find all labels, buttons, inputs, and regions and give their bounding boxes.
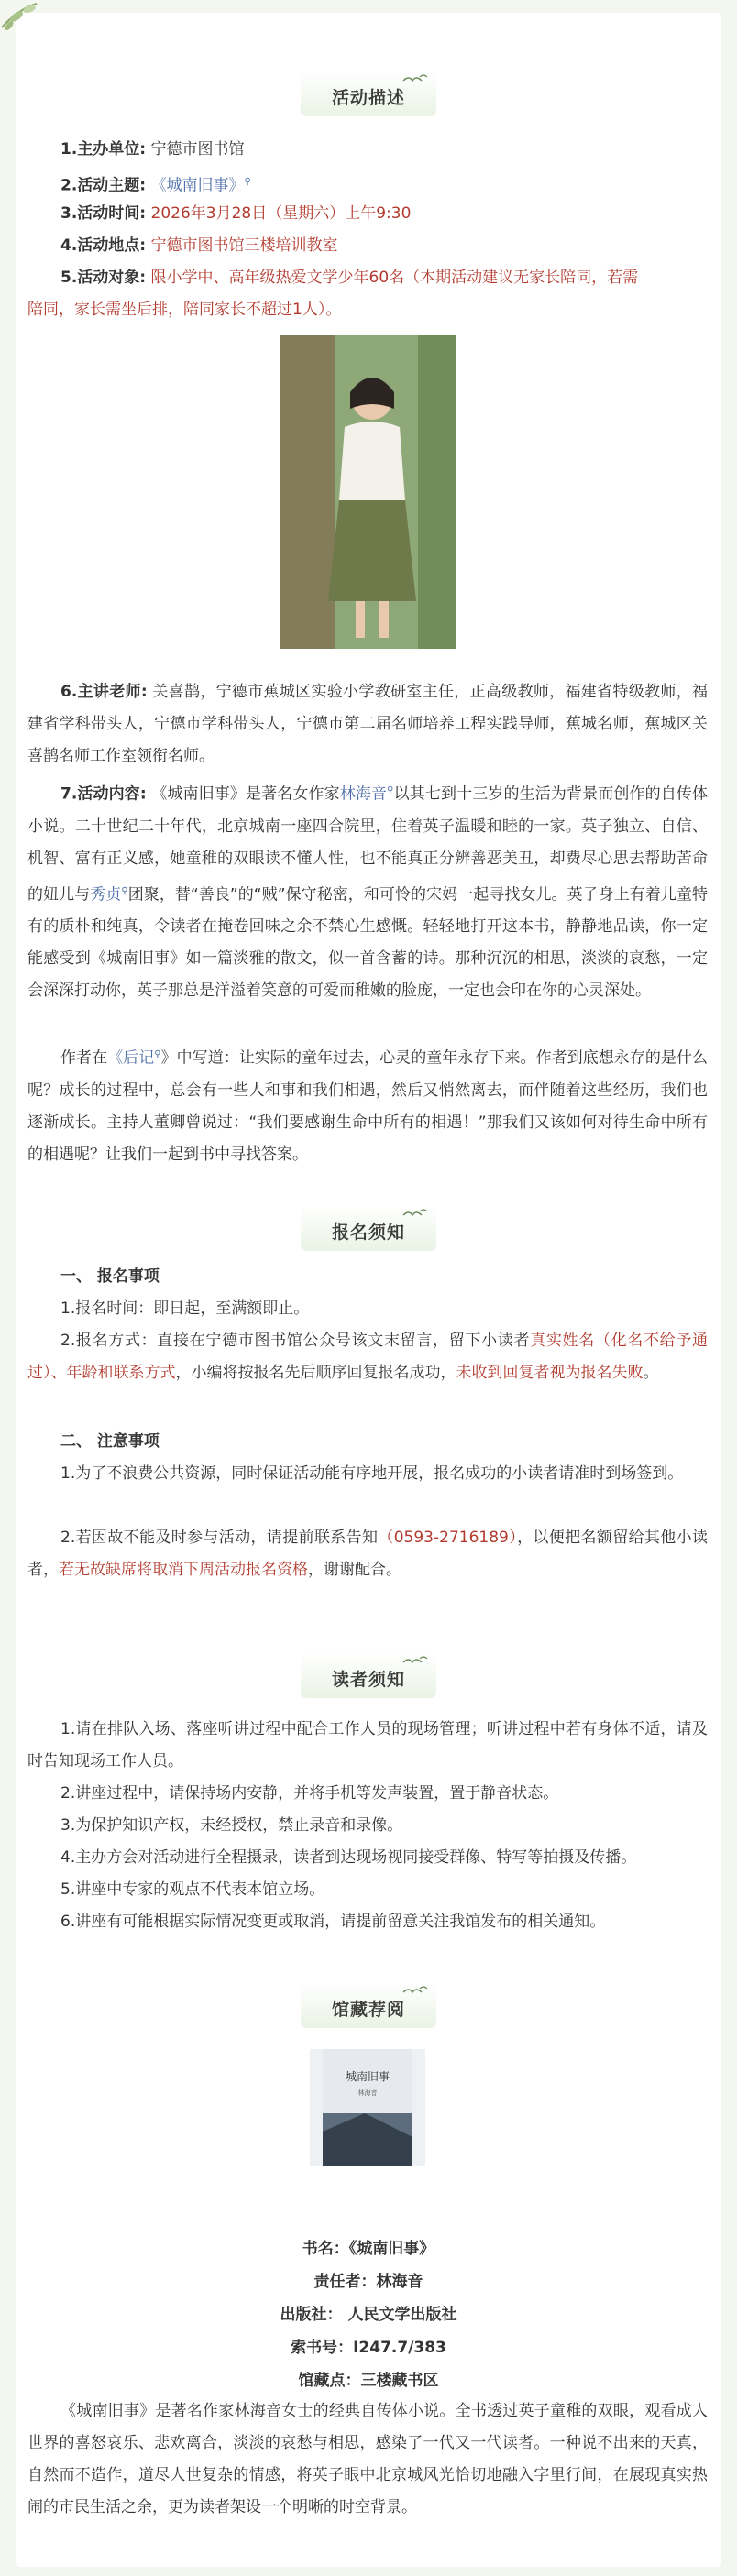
time-row: 3.活动时间: 2026年3月28日（星期六）上午9:30 xyxy=(60,204,412,223)
teacher-paragraph: 6.主讲老师: 关喜鹊，宁德市蕉城区实验小学教研室主任，正高级教师，福建省特级教师，福建省学科带头人，宁德市学科带头人，宁德市第二届名师培养工程实践导师，蕉城名师，蕉城区关喜鹊名师工作室领衔名师。 xyxy=(28,683,708,765)
theme-row: 2.活动主题: 《城南旧事》⚲ xyxy=(60,176,251,195)
signup-heading-2: 二、 注意事项 xyxy=(60,1432,160,1451)
time-value: 2026年3月28日（星期六）上午9:30 xyxy=(150,204,412,223)
speaker-photo xyxy=(280,335,456,649)
signup-method: 2.报名方式：直接在宁德市图书馆公众号该文末留言，留下小读者真实姓名（化名不给予通过）、年龄和联系方式，小编将按报名先后顺序回复报名成功，未收到回复者视为报名失败。 xyxy=(28,1332,709,1382)
reader-item: 4.主办方会对活动进行全程摄录，读者到达现场视同接受群像、特写等拍摄及传播。 xyxy=(60,1848,637,1867)
search-icon[interactable]: ⚲ xyxy=(121,885,128,896)
place-value: 宁德市图书馆三楼培训教室 xyxy=(150,236,338,255)
reader-item: 2.讲座过程中，请保持场内安静，并将手机等发声装置，置于静音状态。 xyxy=(60,1784,559,1803)
search-icon[interactable]: ⚲ xyxy=(244,177,251,187)
section-title-signup xyxy=(0,1206,737,1251)
organizer-row: 1.主办单位: 宁德市图书馆 xyxy=(60,140,245,159)
notice-2: 2.若因故不能及时参与活动，请提前联系告知（0593-2716189），以便把名额留给其他小读者，若无故缺席将取消下周活动报名资格，谢谢配合。 xyxy=(28,1529,708,1579)
bird-icon xyxy=(402,1985,429,1998)
book-location: 馆藏点：三楼藏书区 xyxy=(298,2372,439,2390)
reader-item: 5.讲座中专家的观点不代表本馆立场。 xyxy=(60,1880,325,1899)
search-icon[interactable]: ⚲ xyxy=(154,1049,161,1059)
bird-icon xyxy=(402,73,429,86)
afterword-link[interactable]: 《后记 xyxy=(107,1048,155,1068)
book-cover-title: 城南旧事 xyxy=(345,2070,390,2083)
target-row: 5.活动对象: 限小学中、高年级热爱文学少年60名（本期活动建议无家长陪同，若需 xyxy=(60,269,639,287)
bird-icon xyxy=(402,1655,429,1668)
target-value: 限小学中、高年级热爱文学少年60名（本期活动建议无家长陪同，若需 xyxy=(150,269,639,287)
afterword-paragraph: 作者在《后记⚲》中写道：让实际的童年过去，心灵的童年永存下来。作者到底想永存的是什么呢？成长的过程中，总会有一些人和事和我们相遇，然后又悄然离去，而伴随着这些经历，我们也逐渐成长。主持人董卿曾说过：“我们要感谢生命中所有的相遇！”那我们又该如何对待生命中所有的相遇呢？让我们一起到书中寻找答案。 xyxy=(28,1048,709,1164)
reader-item: 3.为保护知识产权，未经授权，禁止录音和录像。 xyxy=(60,1816,403,1835)
book-name: 书名：《城南旧事》 xyxy=(302,2240,435,2258)
organizer-value: 宁德市图书馆 xyxy=(150,140,245,159)
author-link[interactable]: 林海音 xyxy=(339,784,388,804)
book-description: 《城南旧事》是著名作家林海音女士的经典自传体小说。全书透过英子童稚的双眼，观看成人世界的喜怒哀乐、悲欢离合，淡淡的哀愁与相思，感染了一代又一代读者。一种说不出来的天真，自然而不造作，道尽人世复杂的情感，将英子眼中北京城风光恰切地融入字里行间，在展现真实热闹的市民生活之余，更为读者架设一个明晰的时空背景。 xyxy=(28,2402,708,2516)
section-title-collection xyxy=(0,1983,737,2028)
signup-time: 1.报名时间：即日起，至满额即止。 xyxy=(60,1299,310,1318)
signup-heading-1: 一、 报名事项 xyxy=(60,1267,160,1286)
phone-number[interactable]: （0593-2716189） xyxy=(378,1529,518,1547)
section-title-reader xyxy=(0,1653,737,1698)
notice-1: 1.为了不浪费公共资源，同时保证活动能有序地开展，报名成功的小读者请准时到场签到。 xyxy=(60,1464,684,1483)
leaf-decoration-icon xyxy=(0,0,64,37)
book-call-number: 索书号：I247.7/383 xyxy=(291,2339,446,2357)
content-paragraph: 7.活动内容: 《城南旧事》是著名女作家林海音⚲以其七到十三岁的生活为背景而创作的自传体小说。二十世纪二十年代，北京城南一座四合院里，住着英子温暖和睦的一家。英子独立、自信、机智、富有正义感，她童稚的双眼读不懂人性，也不能真正分辨善恶美丑，却费尽心思去帮助苦命的妞儿与秀贞⚲团聚，替“善良”的“贼”保守秘密，和可怜的宋妈一起寻找女儿。英子身上有着儿童特有的质朴和纯真，令读者在掩卷回味之余不禁心生感慨。轻轻地打开这本书，静静地品读，你一定能感受到《城南旧事》如一篇淡雅的散文，似一首含蓄的诗。那种沉沉的相思，淡淡的哀愁，一定会深深打动你，英子那总是洋溢着笑意的可爱而稚嫩的脸庞，一定也会印在你的心灵深处。 xyxy=(28,784,709,1001)
place-row: 4.活动地点: 宁德市图书馆三楼培训教室 xyxy=(60,236,338,255)
reader-item: 6.讲座有可能根据实际情况变更或取消，请提前留意关注我馆发布的相关通知。 xyxy=(60,1913,606,1931)
xiuzhen-link[interactable]: 秀贞 xyxy=(90,885,122,904)
section-title-text: 馆藏荐阅 xyxy=(331,2000,405,2020)
section-title-text: 活动描述 xyxy=(331,88,405,108)
section-title-text: 读者须知 xyxy=(331,1670,405,1690)
book-author: 责任者：林海音 xyxy=(314,2273,424,2291)
book-publisher: 出版社： 人民文学出版社 xyxy=(280,2306,457,2324)
target-row-2: 陪同，家长需坐后排，陪同家长不超过1人）。 xyxy=(28,301,342,319)
search-icon[interactable]: ⚲ xyxy=(387,785,394,795)
section-title-text: 报名须知 xyxy=(331,1222,405,1243)
book-cover xyxy=(310,2049,425,2166)
bird-icon xyxy=(402,1208,429,1221)
reader-item: 1.请在排队入场、落座听讲过程中配合工作人员的现场管理；听讲过程中若有身体不适，请及时告知现场工作人员。 xyxy=(28,1720,708,1770)
theme-link[interactable]: 《城南旧事》 xyxy=(150,176,245,195)
book-cover-author: 林海音 xyxy=(358,2089,378,2097)
section-title-activity xyxy=(0,71,737,116)
